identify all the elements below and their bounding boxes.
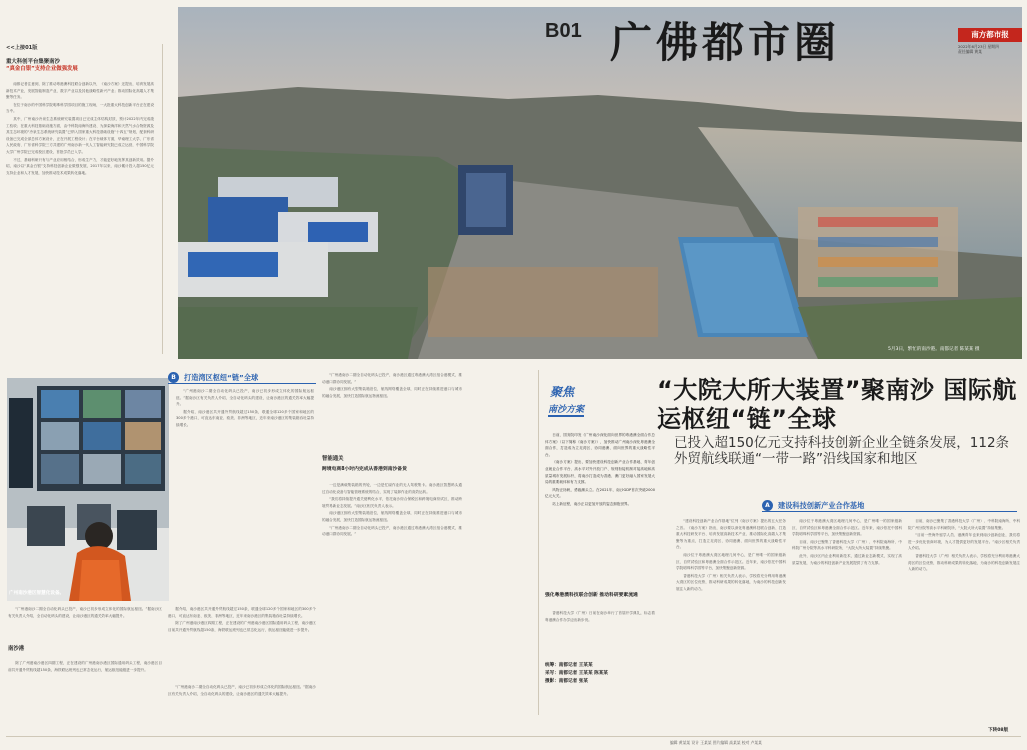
section-a-head: [762, 500, 1017, 512]
paragraph: 不过，基础科研只有与产业应用相结合，形成生产力，才能更好地发挥其创新效用。据介绍，南沙以“真金白银”支持科技创新企业做强发展，2017年以来，南沙累计投入超150亿元支持企业和人才发展，加快推动技术成果转化落地。: [6, 157, 154, 175]
continued-next: 下转08版: [988, 728, 1009, 733]
paragraph: “广州港南沙二期全自动化码头已投产，南沙已初步形成立体化的国际航运枢纽。”据南沙区有关负责人介绍，全自动化码头的建设，让南沙港区的通关效率大幅提升。: [176, 389, 314, 407]
paragraph: 除了广州港南沙港区四期工程，正在建设的广州港南沙港区国际通用码头工程，南沙港区目前共开通外贸航线超150条，海铁联运班列也已常态化运行，航运枢纽能级进一步提升。: [168, 621, 316, 632]
paragraph: 据介绍，南沙港区共开通外贸航线超过150条，联通全球120多个国家和地区的300多个港口，可直达东南亚、欧美、非洲等地区，近年来南沙港区的集装箱吞吐量持续增长。: [176, 409, 314, 427]
paragraph: 在位于南沙的中国科学院明珠科学园项目的施工现场，一大批重大科技创新平台正在建设当中。: [6, 102, 154, 114]
column-divider: [538, 370, 539, 715]
section-b-body-3: [168, 684, 316, 708]
paragraph: “建设科技创新产业合作基地”位列《南沙方案》提出的五大任务之首。《南沙方案》指出，南沙要以深化粤港澳科技联合创新、打造重大科技研发平台、培育发展高新技术产业、推动国际化高端人才集聚等为重点，打造立足湾区、协同港澳、面向世界的重大战略性平台。: [676, 519, 786, 550]
paragraph: 南都记者注意到，除了推动粤港澳科技联合创新以外，《南沙方案》还提出，培育发展高新技术产业，发展智能制造产业，数字产业以及其他战略性新兴产业；推动国际化高端人才集聚等任务。: [6, 82, 154, 100]
section-b-body-2: [168, 606, 316, 680]
footer-credits: 编辑 黄某某 设计 王某某 图片编辑 高某某 校对 卢某某: [670, 740, 762, 745]
left-body: [6, 81, 154, 177]
staff-credits: [545, 662, 608, 686]
hero-caption: 5月3日，繁忙的南沙港。南都记者 陈某某 摄: [888, 347, 980, 352]
staff-line: 摄影：南都记者 张某: [545, 679, 588, 684]
paragraph: 香港科技大学（广州）相关负责人表示，学校将充分利用粤港澳大湾区的区位优势，推动科研成果的转化落地，为南沙的科技创新发展注入新的动力。: [676, 573, 786, 591]
section-label: 打造湾区枢纽“链”全球: [184, 373, 259, 382]
paragraph: “广州港南沙二期全自动化码头已投产，南沙港区通过粤港澳大湾区组合港模式，推动港口群协同发展。”: [322, 525, 462, 537]
paragraph: 此外，南沙区内企业利用新技术，通过新业态新模式，实现了高质量发展，为南沙的科技创新产业发展提供了有力支撑。: [792, 553, 902, 565]
paragraph: 《南沙方案》提出，要加快建设科技创新产业合作基地、青年创业就业合作平台、高水平对外开放门户、规则衔接机制对接高地和高质量城市发展标杆，将南沙打造成为香港、澳门更好融入国家发展大局的重要载体和有力支撑。: [545, 460, 655, 485]
column-divider: [162, 44, 163, 354]
paragraph: 据介绍，南沙港区共开通外贸航线超过150条，联通全球120多个国家和地区的300多个港口，可直达东南亚、欧美、非洲等地区，近年来南沙港区的集装箱吞吐量持续增长。: [168, 607, 316, 618]
paragraph: 南沙港区拥有大型集装箱泊位，航线网络覆盖全球，同时正在持续推进港口与城市的融合发展，加快打造国际航运物流枢纽。: [322, 387, 462, 398]
section-a-col-2: [792, 518, 902, 722]
paragraph: “广州港南沙二期全自动化码头已投产，南沙已初步形成立体化的国际航运枢纽。”据南沙区有关负责人介绍，全自动化码头的建设，让南沙港区的通关效率大幅提升。: [168, 685, 316, 696]
paragraph: 站上新征程，南沙正以更加开放的姿态拥抱世界。: [552, 501, 632, 506]
port-aerial-image: [178, 7, 1022, 359]
feature-column-logo: [544, 375, 618, 427]
hero-photo: [178, 7, 1022, 359]
paragraph: 目前，南沙已聚集了香港科技大学（广州）、中科院南海所、中科院广州分院等高水平科研院所，“大院大所大装置”持续集聚。: [792, 539, 902, 551]
footer-rule: [6, 736, 1021, 737]
paragraph: 香港科技大学（广州）相关负责人表示，学校将充分利用粤港澳大湾区的区位优势，推动科研成果的转化落地，为南沙的科技创新发展注入新的动力。: [908, 553, 1020, 572]
issue-date: 2022年6月23日 星期四: [958, 44, 999, 49]
paragraph: “我们将持续提升通关便利化水平，依托南沙综合保税区和跨境电商综试区，推动跨境贸易新业态发展。”南沙区相关负责人表示。: [322, 497, 462, 508]
paragraph: 南沙位于粤港澳大湾区地理几何中心，是广州唯一的国家级新区、自贸试验区和粤港澳全面合作示范区。近年来，南沙依托中国科学院明珠科学园等平台，加快集聚创新资源。: [792, 519, 902, 537]
mid-column-body: [322, 482, 462, 710]
left-subheadline: “真金白银”支持企业做强发展: [6, 66, 78, 72]
feature-logo-bottom: 南沙方案: [548, 402, 584, 417]
page-number: B01: [545, 20, 582, 42]
section-b-photo-side-text: [176, 388, 314, 598]
subhead-seaport: 南沙港: [8, 646, 25, 652]
paragraph: 一边是满载集装箱的货轮，一边是忙碌作业的无人驾驶集卡。南沙港区智慧码头通过自动化设备与智能管理系统的结合，实现了装卸作业的高效运转。: [322, 483, 462, 494]
paragraph: 风物正扬帆，勇毅潮头立。在2021年，南沙GDP首次突破2000亿元大关。: [545, 487, 655, 499]
feature-intro: [545, 432, 655, 587]
staff-line: 采写：南都记者 王某某 陈某某: [545, 671, 608, 676]
paragraph: “目前一些海外留学人员、港澳青年也来到南沙创新创业，我们将进一步优化营商环境，为人才提供更好的发展平台。”南沙区相关负责人介绍。: [908, 533, 1020, 551]
newspaper-logo: 南方都市报: [958, 28, 1022, 42]
feature-subhead: 强化粤港澳科技联合创新 推动科研要素流通: [545, 593, 638, 598]
paragraph: 目前，南沙已聚集了香港科技大学（广州）、中科院南海所、中科院广州分院等高水平科研院所，“大院大所大装置”持续集聚。: [908, 519, 1020, 530]
control-room-image: [7, 378, 169, 601]
left-column: [6, 44, 154, 354]
paragraph: “广州港南沙二期全自动化码头已投产，南沙港区通过粤港澳大湾区组合港模式，推动港口群协同发展。”: [322, 373, 462, 384]
section-rule: [762, 511, 1017, 512]
paragraph: 其中，广州南沙冷泉生态系统研究装置项目已完成主体结构封顶，预计2022年内完成竣工验收；在重大科技基础设施方面，由中科院南海所建设、为探索海洋和天然气水合物资源及其生态环境的“冷泉生态系统研究装置”已纳入国家重大科技基础设施“十四五”规划，配套科研设备已完成全部总体方案设计，正在开展工程设计；在平台载体方面，华南理工大学、广东省人民政府、广东省科学院三方共建的广州南沙新一代人工智能研究院已成立运营，中国科学院大学广州学院已完成校区建设，首批学员已入学。: [6, 116, 154, 154]
editor-line: 责任编辑 黄某: [958, 49, 982, 54]
section-a-col-1: [676, 518, 786, 722]
paragraph: 南沙港区拥有大型集装箱泊位，航线网络覆盖全球，同时正在持续推进港口与城市的融合发展，加快打造国际航运物流枢纽。: [322, 511, 462, 522]
continued-label: <<上接01版: [6, 45, 38, 51]
subhead-smart-customs: 智能通关: [322, 456, 344, 462]
section-rule: [168, 383, 316, 384]
mid-column-intro: [322, 372, 462, 432]
feature-deck: 已投入超150亿元支持科技创新企业全链条发展，112条外贸航线联通“一带一路”沿线国家和地区: [674, 435, 1010, 467]
subhead-smart-customs-2: 跨境电商8小时内完成从香港到南沙备货: [322, 467, 407, 472]
section-title: 广佛都市圈: [610, 18, 841, 67]
feature-sub-body: [545, 610, 655, 658]
control-room-photo: [7, 378, 169, 601]
subhead-seaport-body: [8, 660, 162, 708]
staff-line: 统筹：南都记者 王某某: [545, 663, 593, 668]
date-line: [958, 44, 1024, 54]
section-a-col-3: [908, 518, 1020, 722]
feature-logo-top: 聚焦: [550, 385, 575, 399]
paragraph: 日前，国务院印发《广州南沙深化面向世界的粤港澳全面合作总体方案》（以下简称《南沙方案》），加快推动广州南沙深化粤港澳全面合作，打造成为立足湾区、协同港澳、面向世界的重大战略性平台。: [545, 433, 655, 457]
feature-headline: “大院大所大装置”聚南沙 国际航运枢纽“链”全球: [657, 376, 1017, 433]
section-b-body: [8, 606, 162, 642]
photo-caption: 广州南沙港区智慧化设备。: [9, 591, 65, 596]
paragraph: 南沙位于粤港澳大湾区地理几何中心，是广州唯一的国家级新区、自贸试验区和粤港澳全面合作示范区。近年来，南沙依托中国科学院明珠科学园等平台，加快集聚创新资源。: [676, 552, 786, 571]
paragraph: 除了广州港南沙港区四期工程，正在建设的广州港南沙港区国际通用码头工程，南沙港区目前共开通外贸航线超150条，海铁联运班列也已常态化运行，航运枢纽能级进一步提升。: [8, 661, 162, 672]
paragraph: 香港科技大学（广州）日前在南沙举行了首届开学典礼，标志着粤港澳合作办学迈出新步伐。: [545, 611, 655, 622]
paragraph: “广州港南沙二期全自动化码头已投产，南沙已初步形成立体化的国际航运枢纽。”据南沙区有关负责人介绍，全自动化码头的建设，让南沙港区的通关效率大幅提升。: [8, 607, 162, 618]
section-badge: A: [762, 500, 773, 511]
section-label: 建设科技创新产业合作基地: [778, 501, 865, 510]
section-b-head: [168, 372, 316, 384]
section-badge: B: [168, 372, 179, 383]
left-headline: 重大科创平台集聚南沙: [6, 59, 60, 65]
